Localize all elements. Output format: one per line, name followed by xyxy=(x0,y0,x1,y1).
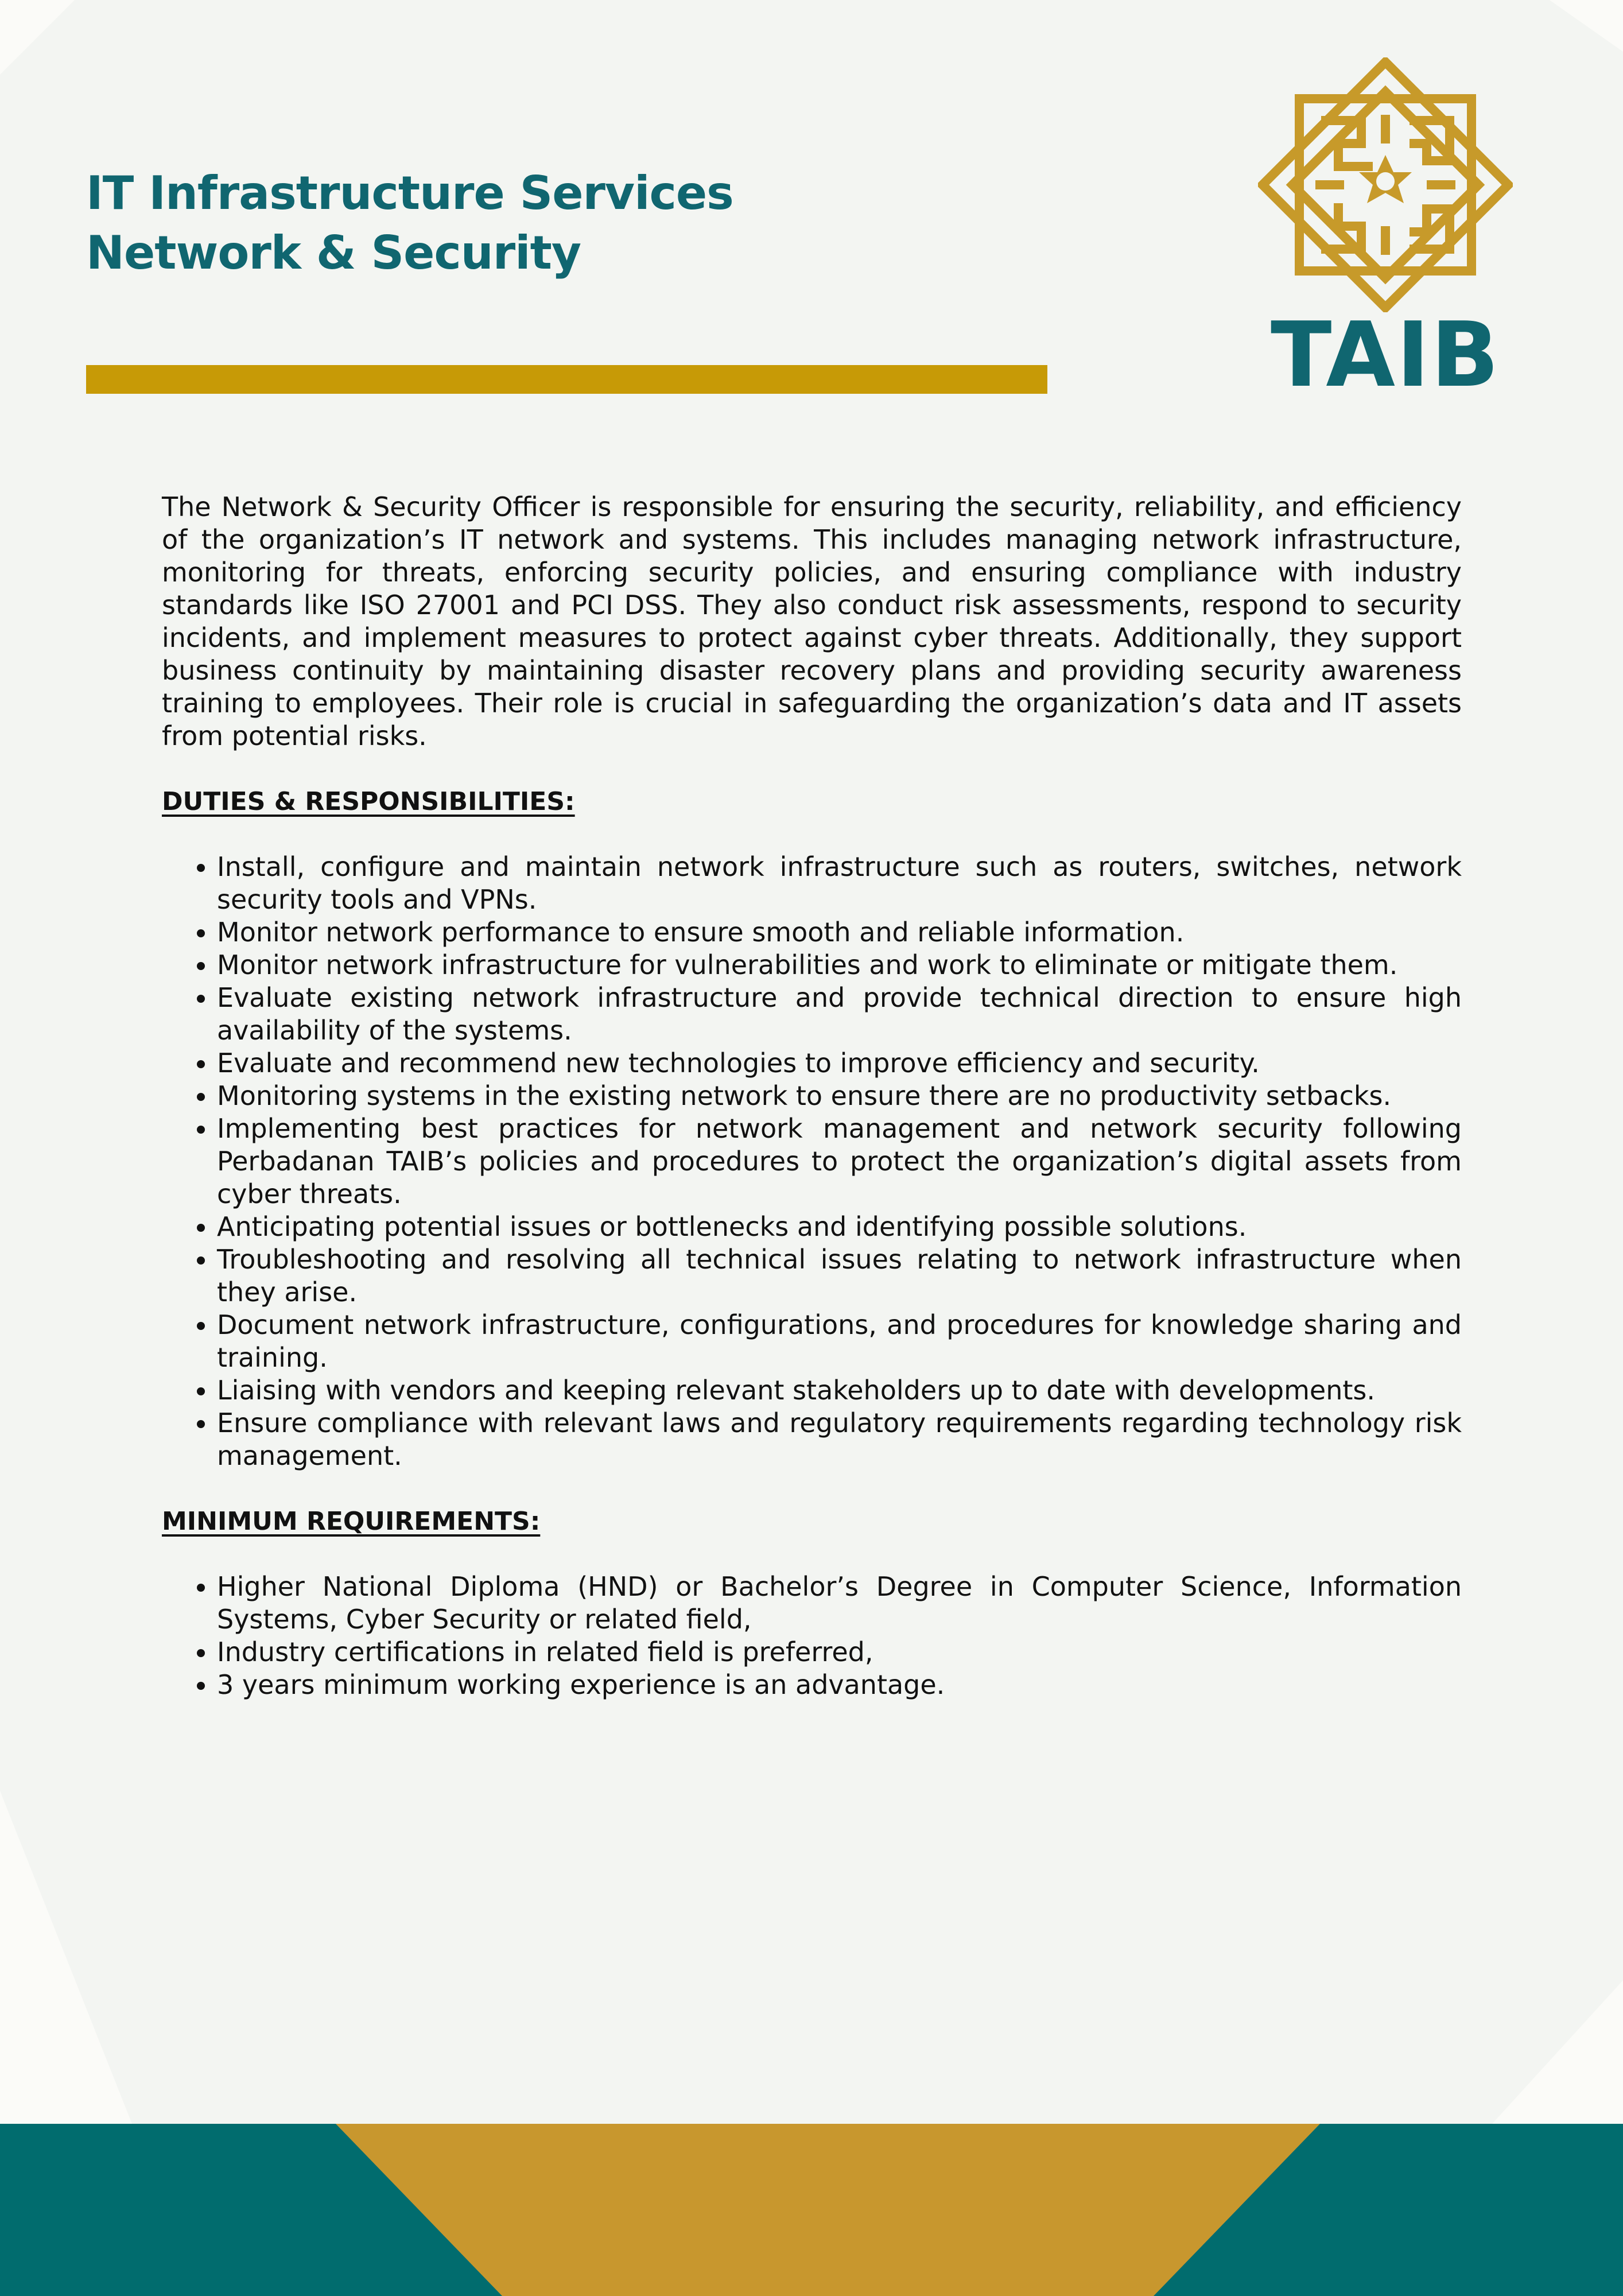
requirements-list xyxy=(162,1570,1462,1701)
list-item: • Implementing best practices for network management and network security following Perbadanan TAIB’s policies and procedures to protect the organization’s digital assets from cyber threats. xyxy=(217,1112,1462,1211)
job-description xyxy=(162,491,1462,1734)
title-block xyxy=(86,164,733,283)
page-subtitle: Network & Security xyxy=(86,226,581,280)
list-item: • Evaluate existing network infrastructure and provide technical direction to ensure high availability of the systems. xyxy=(217,982,1462,1047)
list-item: • Higher National Diploma (HND) or Bachelor’s Degree in Computer Science, Information Systems, Cyber Security or related field, xyxy=(217,1570,1462,1636)
taib-logo xyxy=(1258,57,1513,407)
list-item: • Anticipating potential issues or bottlenecks and identifying possible solutions. xyxy=(217,1211,1462,1243)
requirements-heading: MINIMUM REQUIREMENTS: xyxy=(162,1507,541,1536)
list-item: • Monitoring systems in the existing network to ensure there are no productivity setbacks. xyxy=(217,1080,1462,1112)
logo-wordmark: TAIB xyxy=(1271,302,1500,407)
title-underline-bar xyxy=(86,365,1047,394)
list-item: • Monitor network performance to ensure smooth and reliable information. xyxy=(217,916,1462,949)
kufic-emblem-icon xyxy=(1258,57,1513,312)
list-item: • Troubleshooting and resolving all technical issues relating to network infrastructure when they arise. xyxy=(217,1243,1462,1309)
intro-paragraph: The Network & Security Officer is responsible for ensuring the security, reliability, and efficiency of the organization’s IT network and systems. This includes managing network infrastructure, monitoring for threats, enforcing security policies, and ensuring compliance with industry standards like ISO 27001 and PCI DSS. They also conduct risk assessments, respond to security incidents, and implement measures to protect against cyber threats. Additionally, they support business continuity by maintaining disaster recovery plans and providing security awareness training to employees. Their role is crucial in safeguarding the organization’s data and IT assets from potential risks. xyxy=(162,491,1462,751)
list-item: • Evaluate and recommend new technologies to improve efficiency and security. xyxy=(217,1047,1462,1080)
list-item: • Install, configure and maintain network infrastructure such as routers, switches, network security tools and VPNs. xyxy=(217,851,1462,916)
list-item: • Document network infrastructure, configurations, and procedures for knowledge sharing and training. xyxy=(217,1309,1462,1374)
footer-band xyxy=(0,2124,1623,2296)
list-item: • 3 years minimum working experience is an advantage. xyxy=(217,1669,1462,1701)
duties-list xyxy=(162,851,1462,1472)
list-item: • Industry certifications in related field is preferred, xyxy=(217,1636,1462,1669)
list-item: • Ensure compliance with relevant laws and regulatory requirements regarding technology risk management. xyxy=(217,1407,1462,1472)
duties-heading: DUTIES & RESPONSIBILITIES: xyxy=(162,787,575,816)
page-title: IT Infrastructure Services xyxy=(86,166,733,220)
list-item: • Monitor network infrastructure for vulnerabilities and work to eliminate or mitigate them. xyxy=(217,949,1462,982)
list-item: • Liaising with vendors and keeping relevant stakeholders up to date with developments. xyxy=(217,1374,1462,1407)
